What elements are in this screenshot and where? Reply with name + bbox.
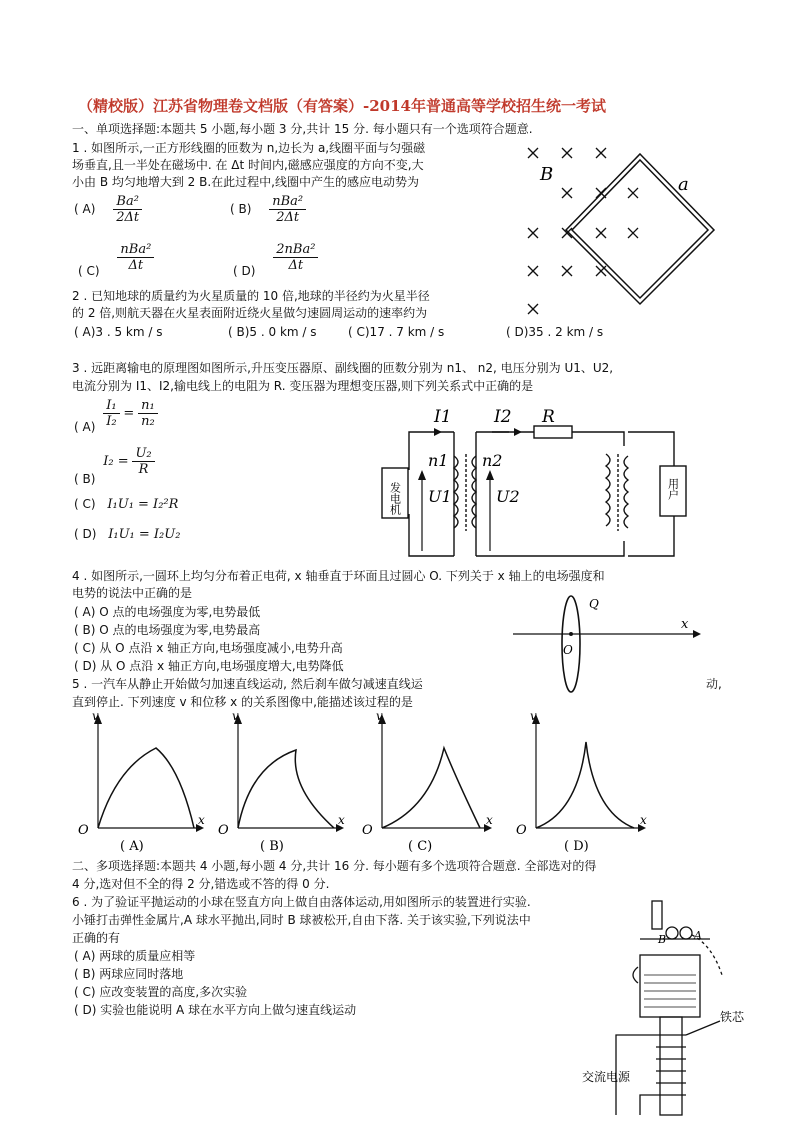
user-wire-top — [628, 432, 674, 466]
q5-line-2: 直到停止. 下列速度 v 和位移 x 的关系图像中,能描述该过程的是 — [72, 695, 413, 709]
graph-label: ( C) — [408, 839, 433, 854]
option-label: ( B) — [74, 472, 96, 486]
fraction-denominator: Δt — [288, 258, 304, 273]
fraction-denominator: 2Δt — [276, 210, 300, 225]
q4-charged-ring-figure — [505, 592, 705, 702]
line-wire-3 — [476, 541, 624, 556]
axis-v: v — [376, 709, 383, 723]
q5-velocity-displacement-graphs — [70, 708, 750, 856]
section2-line-2: 4 分,选对但不全的得 2 分,错选或不答的得 0 分. — [72, 877, 330, 891]
graph-c — [362, 709, 493, 854]
origin: O — [78, 823, 89, 838]
q5-line-1: 5 . 一汽车从静止开始做匀加速直线运动, 然后刹车做匀减速直线运 — [72, 677, 423, 691]
water-container — [640, 955, 700, 1017]
option-label: ( C) — [74, 497, 96, 511]
fraction-denominator: R — [138, 462, 149, 477]
q6-line-1: 6 . 为了验证平抛运动的小球在竖直方向上做自由落体运动,用如图所示的装置进行实验. — [72, 895, 531, 909]
q1-option-d — [233, 242, 318, 278]
graph-d — [516, 709, 647, 854]
label-user: 用户 — [666, 478, 680, 500]
page-title: （精校版）江苏省物理卷文档版（有答案）-2014年普通高等学校招生统一考试 — [78, 97, 606, 115]
q6-line-3: 正确的有 — [72, 931, 121, 945]
q3-option-b — [74, 446, 155, 486]
fraction-numerator: 2nBa² — [273, 242, 318, 258]
handle — [633, 967, 638, 983]
q6-option-d: ( D) 实验也能说明 A 球在水平方向上做匀速直线运动 — [74, 1003, 357, 1017]
q4-line-2: 电势的说法中正确的是 — [72, 586, 193, 600]
q4-option-d: ( D) 从 O 点沿 x 轴正方向,电场强度增大,电势降低 — [74, 659, 344, 673]
label-ball-a: A — [694, 929, 702, 942]
u2-arrowhead — [486, 470, 494, 480]
label-o: O — [563, 643, 573, 657]
label-ball-b: B — [658, 933, 667, 946]
primary-coil — [454, 456, 458, 528]
resistor-r — [534, 426, 572, 438]
expression: I₁U₁ = I₂U₂ — [108, 527, 181, 542]
q4-line-1: 4 . 如图所示,一圆环上均匀分布着正电荷, x 轴垂直于环面且过圆心 O. 下列关于 x 轴上的电场强度和 — [72, 569, 605, 583]
graph-label: ( A) — [120, 839, 144, 854]
q1-option-b — [230, 194, 306, 225]
lhs: I₂ = — [103, 454, 129, 469]
graph-a — [78, 709, 205, 854]
center-point — [569, 632, 573, 636]
cross-mark — [528, 148, 538, 158]
q3-line-1: 3 . 远距离输电的原理图如图所示,升压变压器原、副线圈的匝数分别为 n1、 n2, 电压分别为 U1、U2, — [72, 361, 614, 375]
wire-2 — [640, 1095, 656, 1115]
stepdown-primary-coil — [606, 454, 610, 526]
q3-option-a: ( A) $\frac{\text{I₁}}{\text{I₂}}$ = $\frac{\text{n₁}}{\text{n₂}}$ — [74, 398, 158, 429]
label-n2: n2 — [482, 451, 503, 470]
label-i2: I2 — [494, 407, 512, 427]
q6-option-a: ( A) 两球的质量应相等 — [74, 949, 196, 963]
primary-wire-bottom — [409, 514, 454, 556]
graph-label: ( B) — [260, 839, 284, 854]
axis-v: v — [232, 709, 239, 723]
label-r: R — [542, 407, 555, 427]
curve-b — [238, 750, 334, 828]
axis-v: v — [530, 709, 537, 723]
option-label: ( B) — [230, 202, 252, 216]
axis-x: x — [640, 813, 647, 827]
fraction-denominator: n₂ — [141, 414, 155, 429]
q2-option-b: ( B)5 . 0 km / s — [228, 325, 317, 339]
label-generator: 发电机 — [388, 482, 402, 515]
q4-option-c: ( C) 从 O 点沿 x 轴正方向,电场强度减小,电势升高 — [74, 641, 343, 655]
label-q: Q — [589, 597, 599, 611]
curve-c — [382, 748, 480, 828]
q3-line-2: 电流分别为 I1、I2,输电线上的电阻为 R. 变压器为理想变压器,则下列关系式中正确的是 — [72, 379, 534, 393]
q3-option-c — [74, 496, 178, 513]
section1-header: 一、单项选择题:本题共 5 小题,每小题 3 分,共计 15 分. 每小题只有一个选项符合题意. — [72, 122, 533, 136]
cross-mark — [562, 266, 572, 276]
label-a: a — [678, 174, 689, 195]
q1-magnetic-field-figure — [518, 140, 718, 320]
option-label: ( A) — [74, 202, 96, 216]
q1-line-1: 1 . 如图所示,一正方形线圈的匝数为 n,边长为 a,线圈平面与匀强磁 — [72, 141, 426, 155]
fraction-numerator: U₂ — [132, 446, 154, 462]
fraction-denominator: 2Δt — [116, 210, 140, 225]
iron-core — [660, 1017, 682, 1115]
cross-mark — [528, 266, 538, 276]
q3-option-d — [74, 526, 180, 543]
origin: O — [516, 823, 527, 838]
fraction-numerator: Ba² — [113, 194, 142, 210]
axis-x: x — [198, 813, 205, 827]
origin: O — [362, 823, 373, 838]
expression: I₁U₁ = I₂²R — [107, 497, 179, 512]
axis-x: x — [338, 813, 345, 827]
x-axis-arrowhead — [693, 630, 701, 638]
fraction-numerator: nBa² — [269, 194, 306, 210]
fraction-numerator: nBa² — [117, 242, 154, 258]
label-b: B — [540, 164, 554, 185]
cross-mark — [562, 188, 572, 198]
cross-mark — [628, 188, 638, 198]
label-u1: U1 — [428, 487, 452, 506]
cross-mark — [596, 148, 606, 158]
q2-line-1: 2 . 已知地球的质量约为火星质量的 10 倍,地球的半径约为火星半径 — [72, 289, 430, 303]
label-ac-source: 交流电源 — [582, 1070, 631, 1084]
q6-option-c: ( C) 应改变装置的高度,多次实验 — [74, 985, 248, 999]
curve-d — [536, 742, 634, 828]
option-label: ( D) — [233, 264, 256, 278]
label-i1: I1 — [434, 407, 452, 427]
cross-mark — [628, 228, 638, 238]
ball-a — [680, 927, 692, 939]
i2-arrowhead — [514, 428, 522, 436]
stepdown-secondary-coil — [624, 456, 628, 528]
water-lines — [644, 975, 696, 1007]
graph-label: ( D) — [564, 839, 589, 854]
option-label: ( C) — [78, 264, 100, 278]
q1-option-c — [78, 242, 154, 278]
q5-line-1-end: 动, — [706, 677, 722, 691]
option-label: ( A) — [74, 420, 96, 434]
fraction-denominator: Δt — [128, 258, 144, 273]
q3-transmission-circuit — [374, 406, 694, 561]
fraction-numerator: I₁ — [103, 398, 119, 414]
q4-option-b: ( B) O 点的电场强度为零,电势最高 — [74, 623, 261, 637]
cross-mark — [528, 228, 538, 238]
origin: O — [218, 823, 229, 838]
q1-line-2: 场垂直,且一半处在磁场中. 在 Δt 时间内,磁感应强度的方向不变,大 — [72, 158, 424, 172]
label-iron-core: 铁芯 — [720, 1010, 745, 1024]
core-pointer — [686, 1021, 720, 1035]
q6-line-2: 小锤打击弹性金属片,A 球水平抛出,同时 B 球被松开,自由下落. 关于该实验,下列说法中 — [72, 913, 531, 927]
fraction-denominator: I₂ — [106, 414, 117, 429]
label-x: x — [681, 617, 689, 632]
label-u2: U2 — [496, 487, 520, 506]
q2-line-2: 的 2 倍,则航天器在火星表面附近绕火星做匀速圆周运动的速率约为 — [72, 306, 428, 320]
q4-option-a: ( A) O 点的电场强度为零,电势最低 — [74, 605, 261, 619]
cross-mark — [562, 148, 572, 158]
q1-line-3: 小由 B 均匀地增大到 2 B.在此过程中,线圈中产生的感应电动势为 — [72, 175, 419, 189]
square-coil — [566, 154, 714, 304]
q1-option-a — [74, 194, 142, 225]
u1-arrowhead — [418, 470, 426, 480]
cross-mark — [528, 304, 538, 314]
ball-b — [666, 927, 678, 939]
q2-option-d: ( D)35 . 2 km / s — [506, 325, 604, 339]
graph-b — [218, 709, 345, 854]
fraction-numerator: n₁ — [138, 398, 158, 414]
q6-option-b: ( B) 两球应同时落地 — [74, 967, 184, 981]
i1-arrowhead — [434, 428, 442, 436]
section2-line-1: 二、多项选择题:本题共 4 小题,每小题 4 分,共计 16 分. 每小题有多个选项符合题意. 全部选对的得 — [72, 859, 597, 873]
line-wire-2 — [572, 432, 624, 446]
option-label: ( D) — [74, 527, 97, 541]
axis-x: x — [486, 813, 493, 827]
q2-option-a: ( A)3 . 5 km / s — [74, 325, 163, 339]
label-n1: n1 — [428, 451, 449, 470]
q2-option-c: ( C)17 . 7 km / s — [348, 325, 445, 339]
q6-apparatus-figure — [580, 895, 770, 1120]
curve-a — [98, 748, 194, 828]
cross-mark — [596, 228, 606, 238]
hammer — [652, 901, 662, 929]
user-wire-bottom — [628, 516, 674, 556]
axis-v: v — [92, 709, 99, 723]
